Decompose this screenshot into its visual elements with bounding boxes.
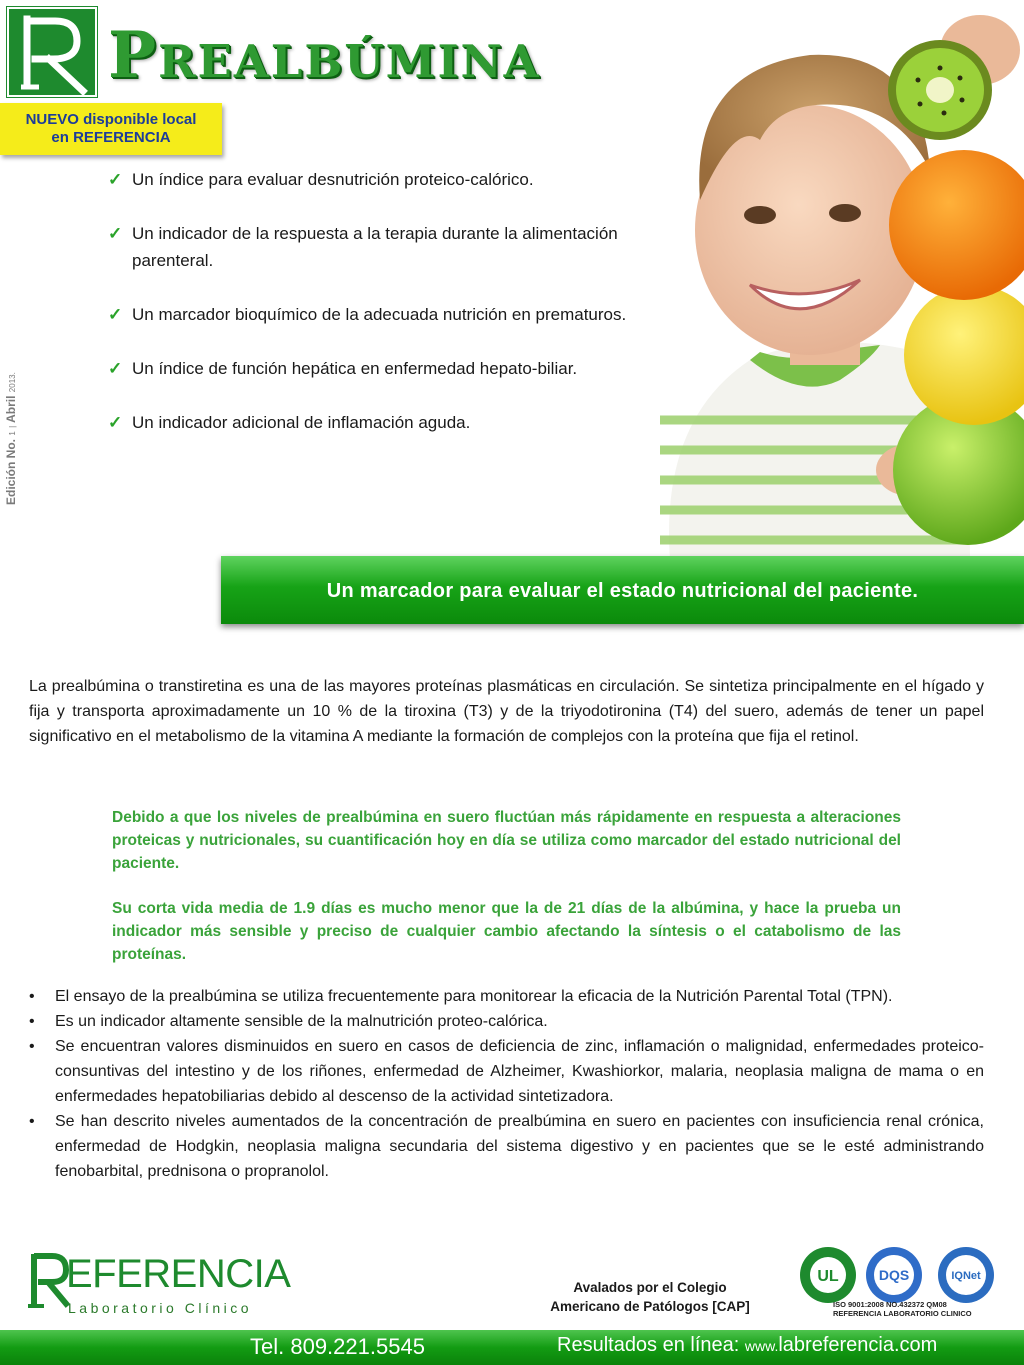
iso-line-1: ISO 9001:2008 NO.432372 QM08 bbox=[833, 1300, 947, 1309]
referencia-brand-name: EFERENCIA bbox=[66, 1252, 291, 1296]
dqs-seal-text: DQS bbox=[878, 1267, 910, 1283]
referencia-logo bbox=[28, 1250, 318, 1320]
cap-line-2: Americano de Patólogos [CAP] bbox=[550, 1299, 750, 1314]
ul-seal-text: UL bbox=[817, 1268, 839, 1285]
page-title: Prealbúmina bbox=[108, 18, 541, 93]
iso-line-2: REFERENCIA LABORATORIO CLINICO bbox=[833, 1309, 972, 1318]
web-prefix: www. bbox=[744, 1338, 779, 1354]
bullet-icon: • bbox=[29, 1013, 35, 1030]
cap-accreditation bbox=[530, 1278, 770, 1316]
iqnet-certification-icon bbox=[936, 1245, 996, 1305]
bullet-text: Es un indicador altamente sensible de la malnutrición proteo-calórica. bbox=[55, 1013, 548, 1030]
edition-year: 2013. bbox=[8, 372, 17, 393]
bullet-text: Se han descrito niveles aumentados de la concentración de prealbúmina en suero en pacientes con insuficiencia renal crónica, enfermedad de Hodgkin, neoplasia maligna secundaria del sistema digestivo y en pacientes que se le esté administrando fenobarbital, prednisona o propranolol. bbox=[55, 1113, 984, 1180]
badge-line-1: NUEVO disponible local bbox=[25, 111, 197, 128]
checklist-item bbox=[108, 355, 628, 382]
benefits-checklist bbox=[108, 166, 628, 463]
checklist-text: Un índice de función hepática en enfermedad hepato-biliar. bbox=[132, 359, 578, 378]
edition-separator: | bbox=[8, 425, 17, 428]
check-icon: ✓ bbox=[108, 359, 123, 378]
new-available-badge bbox=[0, 103, 222, 155]
ul-certification-icon bbox=[798, 1245, 858, 1305]
bullet-icon: • bbox=[29, 1113, 35, 1130]
child-with-fruit-image bbox=[640, 0, 1024, 560]
online-results-link[interactable] bbox=[557, 1334, 937, 1357]
bullet-item bbox=[29, 1109, 984, 1184]
bullet-icon: • bbox=[29, 1038, 35, 1055]
bullet-text: Se encuentran valores disminuidos en suero en casos de deficiencia de zinc, inflamación o malignidad, enfermedades proteico-consuntivas del intestino y de los riñones, enfermedad de Alzheimer, Kwashiorkor, malaria, neoplasia maligna de mama o en enfermedades hepatobiliarias debido al descenso de la actividad sintetizadora. bbox=[55, 1038, 984, 1105]
cap-line-1: Avalados por el Colegio bbox=[573, 1280, 727, 1295]
highlight-paragraph: Su corta vida media de 1.9 días es mucho menor que la de 21 días de la albúmina, y hace la prueba un indicador más sensible y preciso de cualquier cambio afectando la síntesis o el catabolismo de las proteínas. bbox=[112, 900, 901, 963]
bullet-item bbox=[29, 984, 984, 1009]
results-label: Resultados en línea: bbox=[557, 1334, 740, 1356]
checklist-text: Un indicador adicional de inflamación aguda. bbox=[132, 413, 471, 432]
checklist-item bbox=[108, 166, 628, 193]
check-icon: ✓ bbox=[108, 305, 123, 324]
checklist-text: Un marcador bioquímico de la adecuada nutrición en prematuros. bbox=[132, 305, 627, 324]
cap-abbreviation: CAP bbox=[716, 1299, 746, 1314]
highlight-paragraph: Debido a que los niveles de prealbúmina en suero fluctúan más rápidamente en respuesta a alteraciones proteicas y nutricionales, su cuantificación hoy en día se utiliza como marcador del estado nutricional del paciente. bbox=[112, 809, 901, 872]
iqnet-seal-text: IQNet bbox=[951, 1270, 981, 1282]
check-icon: ✓ bbox=[108, 170, 123, 189]
check-icon: ✓ bbox=[108, 224, 123, 243]
bullet-icon: • bbox=[29, 988, 35, 1005]
bullet-item bbox=[29, 1034, 984, 1109]
bullet-item bbox=[29, 1009, 984, 1034]
edition-label bbox=[4, 372, 18, 505]
child-fruit-illustration bbox=[640, 0, 1024, 560]
phone-number[interactable]: Tel. 809.221.5545 bbox=[250, 1334, 425, 1359]
intro-paragraph: La prealbúmina o transtiretina es una de las mayores proteínas plasmáticas en circulación. Se sintetiza principalmente en el hígado y fija y transporta aproximadamente un 10 % de la tiroxina (T3) y de la triyodotironina (T4) del suero, además de tener un papel significativo en el metabolismo de la vitamina A mediante la formación de complejos con la proteína que fija el retinol. bbox=[29, 678, 984, 745]
edition-month: Abril bbox=[4, 395, 18, 423]
nutrition-marker-banner: Un marcador para evaluar el estado nutricional del paciente. bbox=[221, 556, 1024, 624]
r-logo-icon bbox=[9, 9, 95, 95]
checklist-item bbox=[108, 301, 628, 328]
iso-certification-text bbox=[833, 1300, 1003, 1318]
website-link[interactable]: labreferencia.com bbox=[778, 1334, 938, 1356]
edition-number: 1 bbox=[8, 431, 17, 436]
referencia-brand-subtitle: Laboratorio Clínico bbox=[68, 1300, 253, 1316]
checklist-item bbox=[108, 220, 628, 274]
checklist-item bbox=[108, 409, 628, 436]
dqs-certification-icon bbox=[864, 1245, 924, 1305]
checklist-text: Un indicador de la respuesta a la terapia durante la alimentación parenteral. bbox=[132, 224, 618, 270]
edition-prefix: Edición No. bbox=[4, 439, 18, 505]
badge-line-2: en REFERENCIA bbox=[51, 129, 171, 146]
check-icon: ✓ bbox=[108, 413, 123, 432]
details-bullet-list bbox=[29, 984, 984, 1184]
bullet-text: El ensayo de la prealbúmina se utiliza frecuentemente para monitorear la eficacia de la Nutrición Parental Total (TPN). bbox=[55, 988, 893, 1005]
header-logo bbox=[7, 7, 97, 97]
checklist-text: Un índice para evaluar desnutrición proteico-calórico. bbox=[132, 170, 534, 189]
